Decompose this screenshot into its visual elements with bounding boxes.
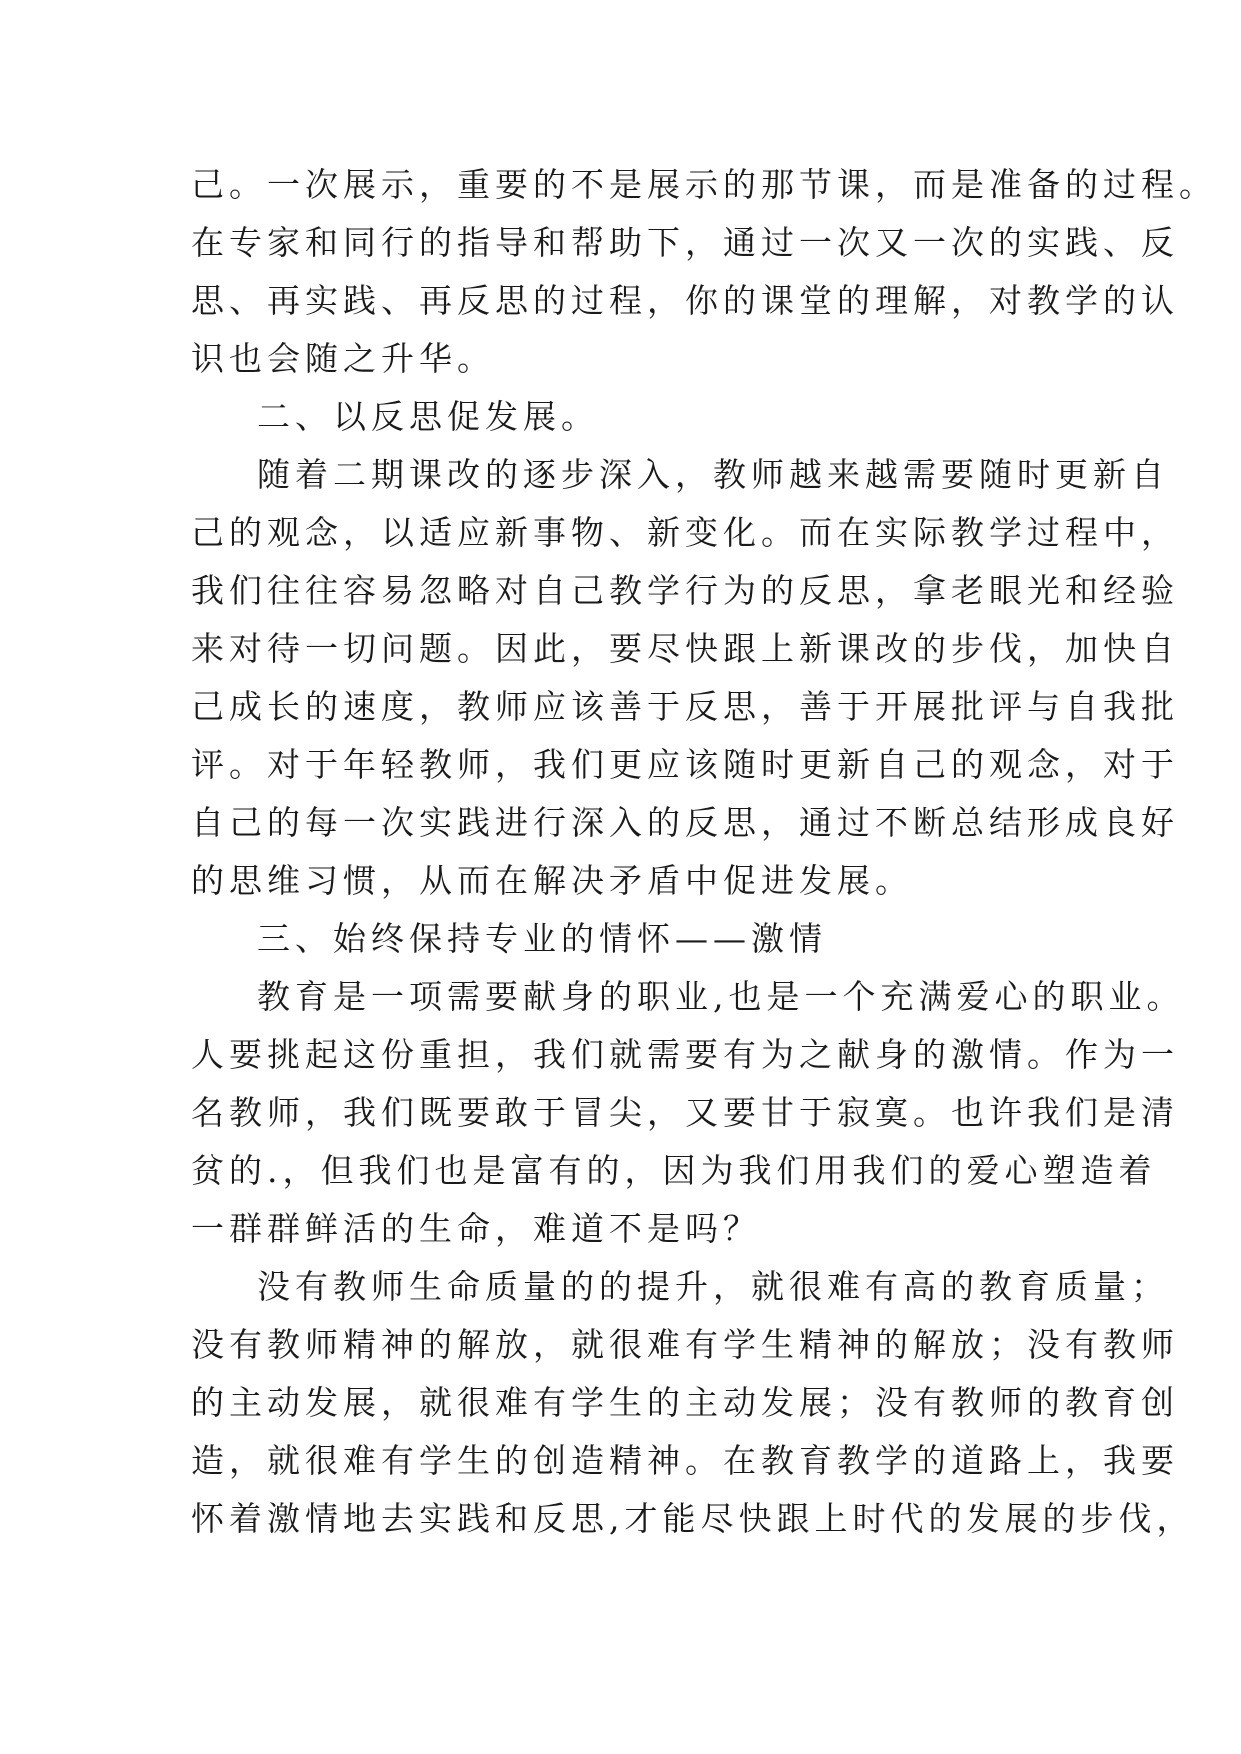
text-line-9: 来对待一切问题。因此，要尽快跟上新课改的步伐，加快自 bbox=[191, 629, 1179, 668]
text-line-24: 怀着激情地去实践和反思,才能尽快跟上时代的发展的步伐， bbox=[191, 1499, 1195, 1538]
section-heading-3: 三、始终保持专业的情怀——激情 bbox=[257, 919, 827, 958]
text-line-20: 没有教师生命质量的的提升，就很难有高的教育质量； bbox=[257, 1267, 1169, 1306]
text-line-6: 随着二期课改的逐步深入，教师越来越需要随时更新自 bbox=[257, 455, 1169, 494]
text-line-15: 教育是一项需要献身的职业,也是一个充满爱心的职业。 bbox=[257, 977, 1185, 1016]
text-line-17: 名教师，我们既要敢于冒尖，又要甘于寂寞。也许我们是清 bbox=[191, 1093, 1179, 1132]
text-line-10: 己成长的速度，教师应该善于反思，善于开展批评与自我批 bbox=[191, 687, 1179, 726]
text-line-23: 造，就很难有学生的创造精神。在教育教学的道路上，我要 bbox=[191, 1441, 1179, 1480]
text-line-12: 自己的每一次实践进行深入的反思，通过不断总结形成良好 bbox=[191, 803, 1179, 842]
text-line-11: 评。对于年轻教师，我们更应该随时更新自己的观念，对于 bbox=[191, 745, 1179, 784]
text-line-13: 的思维习惯，从而在解决矛盾中促进发展。 bbox=[191, 861, 913, 900]
text-line-18: 贫的.，但我们也是富有的，因为我们用我们的爱心塑造着 bbox=[191, 1151, 1157, 1190]
text-line-4: 识也会随之升华。 bbox=[191, 339, 495, 378]
text-line-2: 在专家和同行的指导和帮助下，通过一次又一次的实践、反 bbox=[191, 223, 1179, 262]
text-line-7: 己的观念，以适应新事物、新变化。而在实际教学过程中， bbox=[191, 513, 1179, 552]
document-body bbox=[191, 156, 1217, 1548]
text-line-8: 我们往往容易忽略对自己教学行为的反思，拿老眼光和经验 bbox=[191, 571, 1179, 610]
section-heading-2: 二、以反思促发展。 bbox=[257, 397, 599, 436]
text-line-21: 没有教师精神的解放，就很难有学生精神的解放；没有教师 bbox=[191, 1325, 1179, 1364]
text-line-16: 人要挑起这份重担，我们就需要有为之献身的激情。作为一 bbox=[191, 1035, 1179, 1074]
text-line-22: 的主动发展，就很难有学生的主动发展；没有教师的教育创 bbox=[191, 1383, 1179, 1422]
text-line-19: 一群群鲜活的生命，难道不是吗？ bbox=[191, 1209, 761, 1248]
text-line-1: 己。一次展示，重要的不是展示的那节课，而是准备的过程。 bbox=[191, 165, 1217, 204]
text-line-3: 思、再实践、再反思的过程，你的课堂的理解，对教学的认 bbox=[191, 281, 1179, 320]
